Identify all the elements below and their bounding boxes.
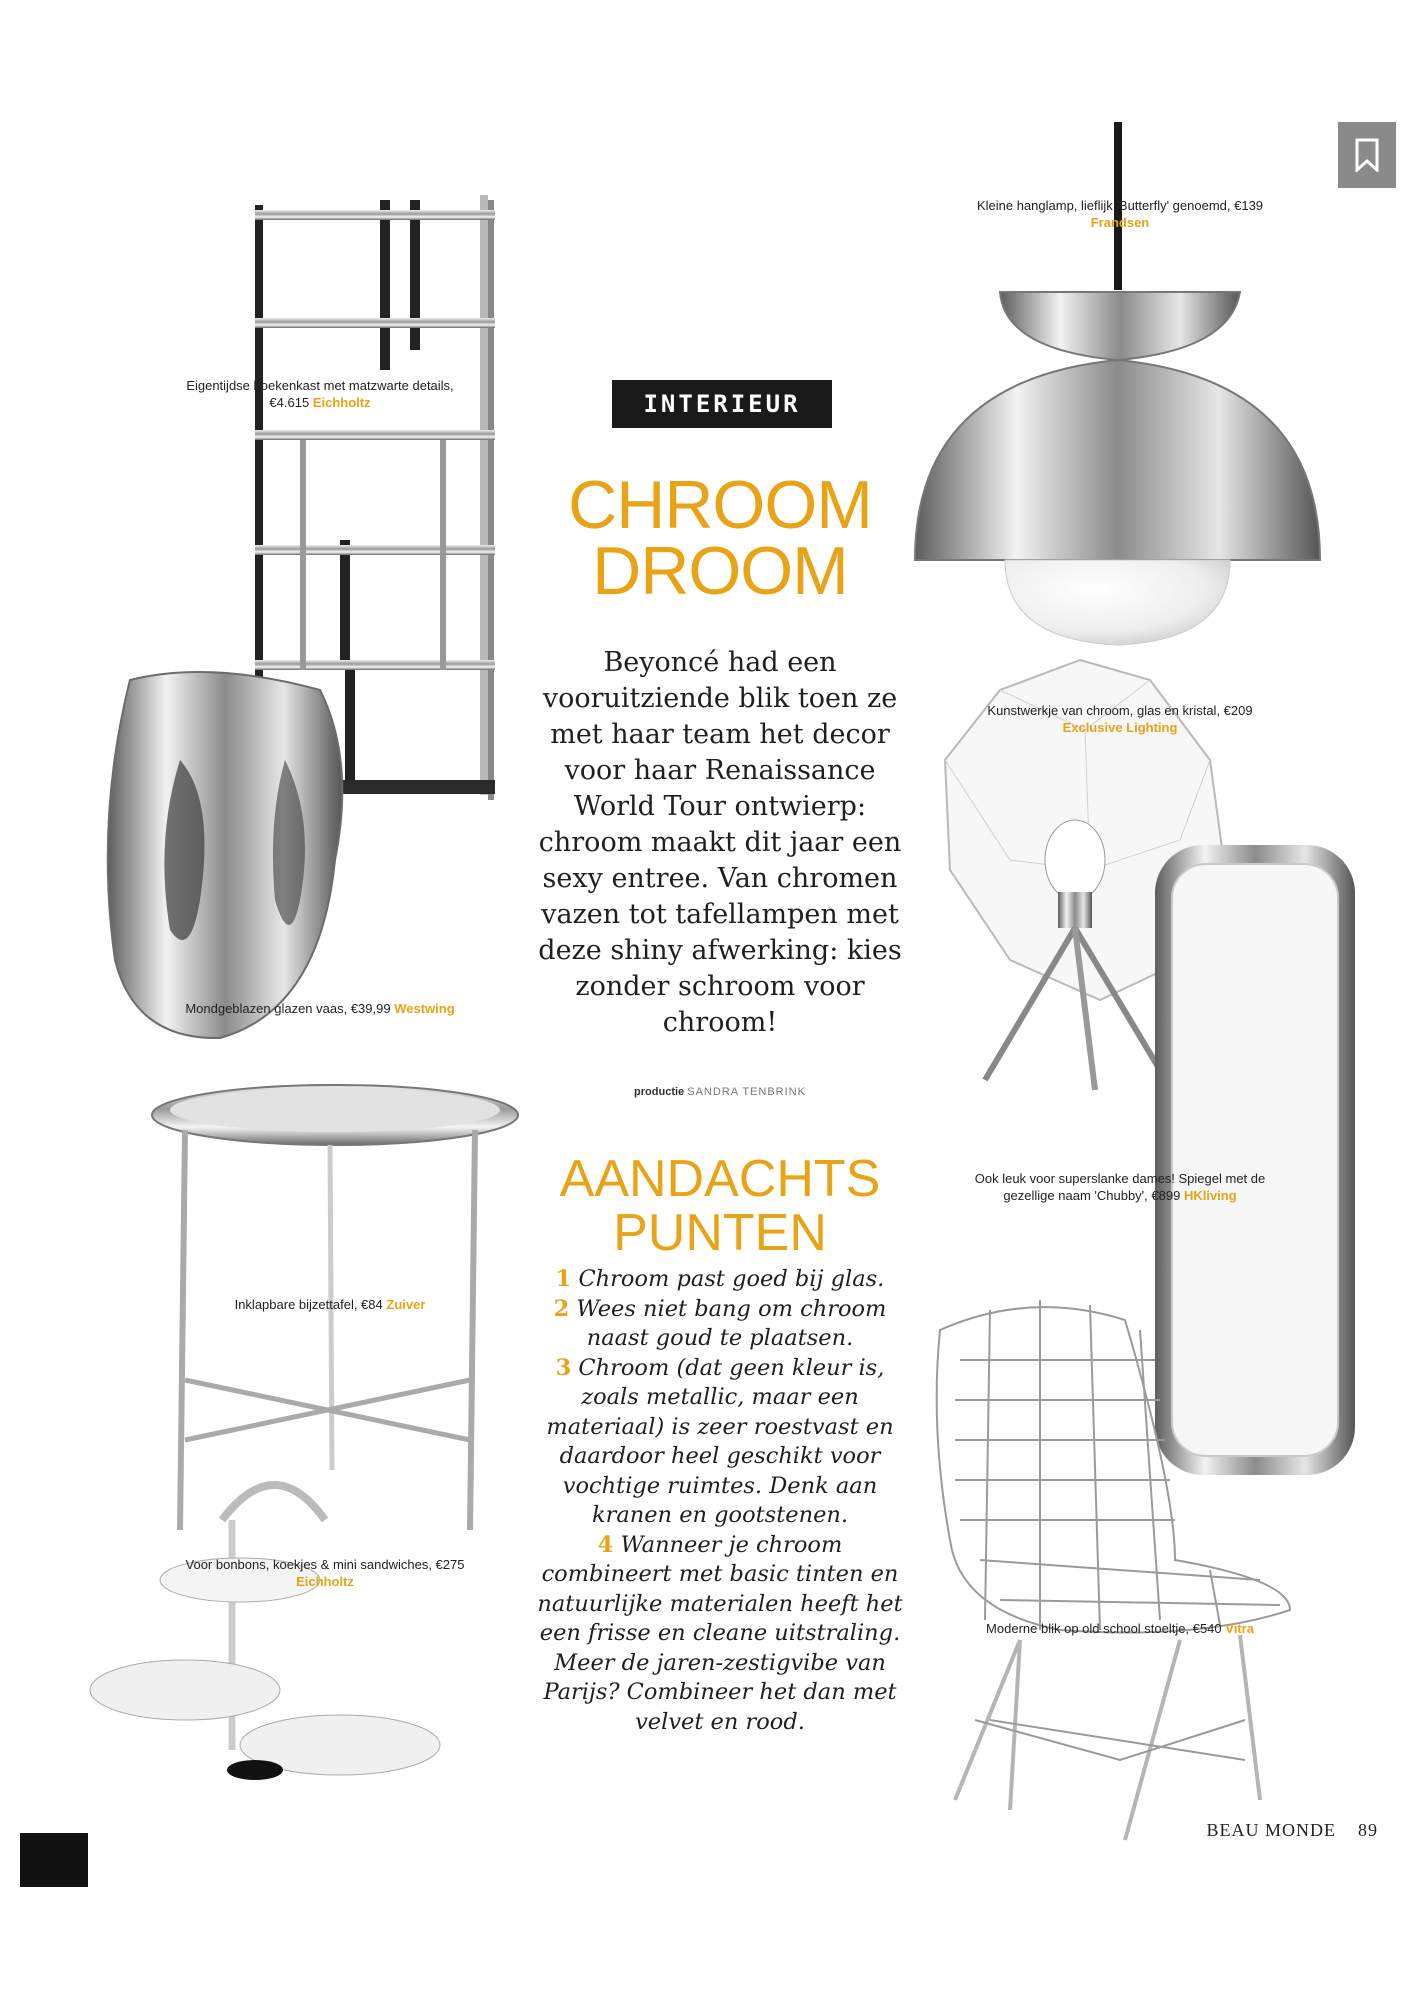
section-label: INTERIEUR — [612, 380, 832, 428]
caption-wire-chair: Moderne blik op old school stoeltje, €540 Vitra — [986, 1621, 1254, 1636]
tip-number: 1 — [555, 1266, 572, 1292]
tip-text: Chroom past goed bij glas. — [578, 1266, 885, 1292]
production-credit: productie SANDRA TENBRINK — [634, 1086, 806, 1098]
tip-text: Chroom (dat geen kleur is, zoals metallic, maar een materiaal) is zeer roestvast en daardoor heel geschikt voor vochtige ruimtes. Denk aan kranen en gootstenen. — [546, 1354, 894, 1528]
caption-table-lamp: Kunstwerkje van chroom, glas en kristal, €209 Exclusive Lighting — [987, 703, 1253, 735]
tip-number: 3 — [555, 1354, 572, 1381]
etagere-image — [90, 1485, 440, 1780]
bookmark-icon — [1354, 138, 1380, 172]
page-footer — [1207, 1820, 1379, 1841]
page-number: 89 — [1358, 1820, 1378, 1840]
tip-number: 2 — [553, 1295, 570, 1322]
caption-mirror: Ook leuk voor superslanke dames! Spiegel met de gezellige naam 'Chubby', €899 HKliving — [974, 1171, 1266, 1203]
black-corner-block — [20, 1833, 88, 1887]
magazine-name: BEAU MONDE — [1206, 1820, 1336, 1840]
caption-bookcase: Eigentijdse boekenkast met matzwarte details, €4.615 Eichholtz — [186, 378, 454, 410]
tips-list — [532, 1265, 908, 1737]
tip-number: 4 — [597, 1531, 614, 1558]
tip-text: Wanneer je chroom combineert met basic tinten en natuurlijke materialen heeft het een frisse en cleane uitstraling. Meer de jaren-zestigvibe van Parijs? Combineer het dan met velvet en rood. — [537, 1531, 903, 1735]
tip-text: Wees niet bang om chroom naast goud te plaatsen. — [576, 1295, 887, 1351]
caption-vase: Mondgeblazen glazen vaas, €39,99 Westwing — [185, 1001, 455, 1016]
vase-image — [108, 672, 343, 1038]
caption-etagere: Voor bonbons, koekjes & mini sandwiches, €275 Eichholtz — [185, 1557, 465, 1589]
intro-text: Beyoncé had een vooruitziende blik toen ze met haar team het decor voor haar Renaissance World Tour ontwierp: chroom maakt dit jaar een sexy entree. Van chromen vazen tot tafellampen met deze shiny afwerking: kies zonder schroom voor chroom! — [538, 647, 902, 1038]
mirror-image — [1155, 845, 1355, 1475]
tips-title: AANDACHTS PUNTEN — [559, 1150, 881, 1262]
page-title: CHROOM DROOM — [568, 467, 872, 609]
caption-pendant-lamp: Kleine hanglamp, lieflijk 'Butterfly' genoemd, €139 Frandsen — [976, 198, 1264, 230]
caption-side-table: Inklapbare bijzettafel, €84 Zuiver — [234, 1297, 426, 1312]
bookmark-button[interactable] — [1338, 122, 1396, 188]
